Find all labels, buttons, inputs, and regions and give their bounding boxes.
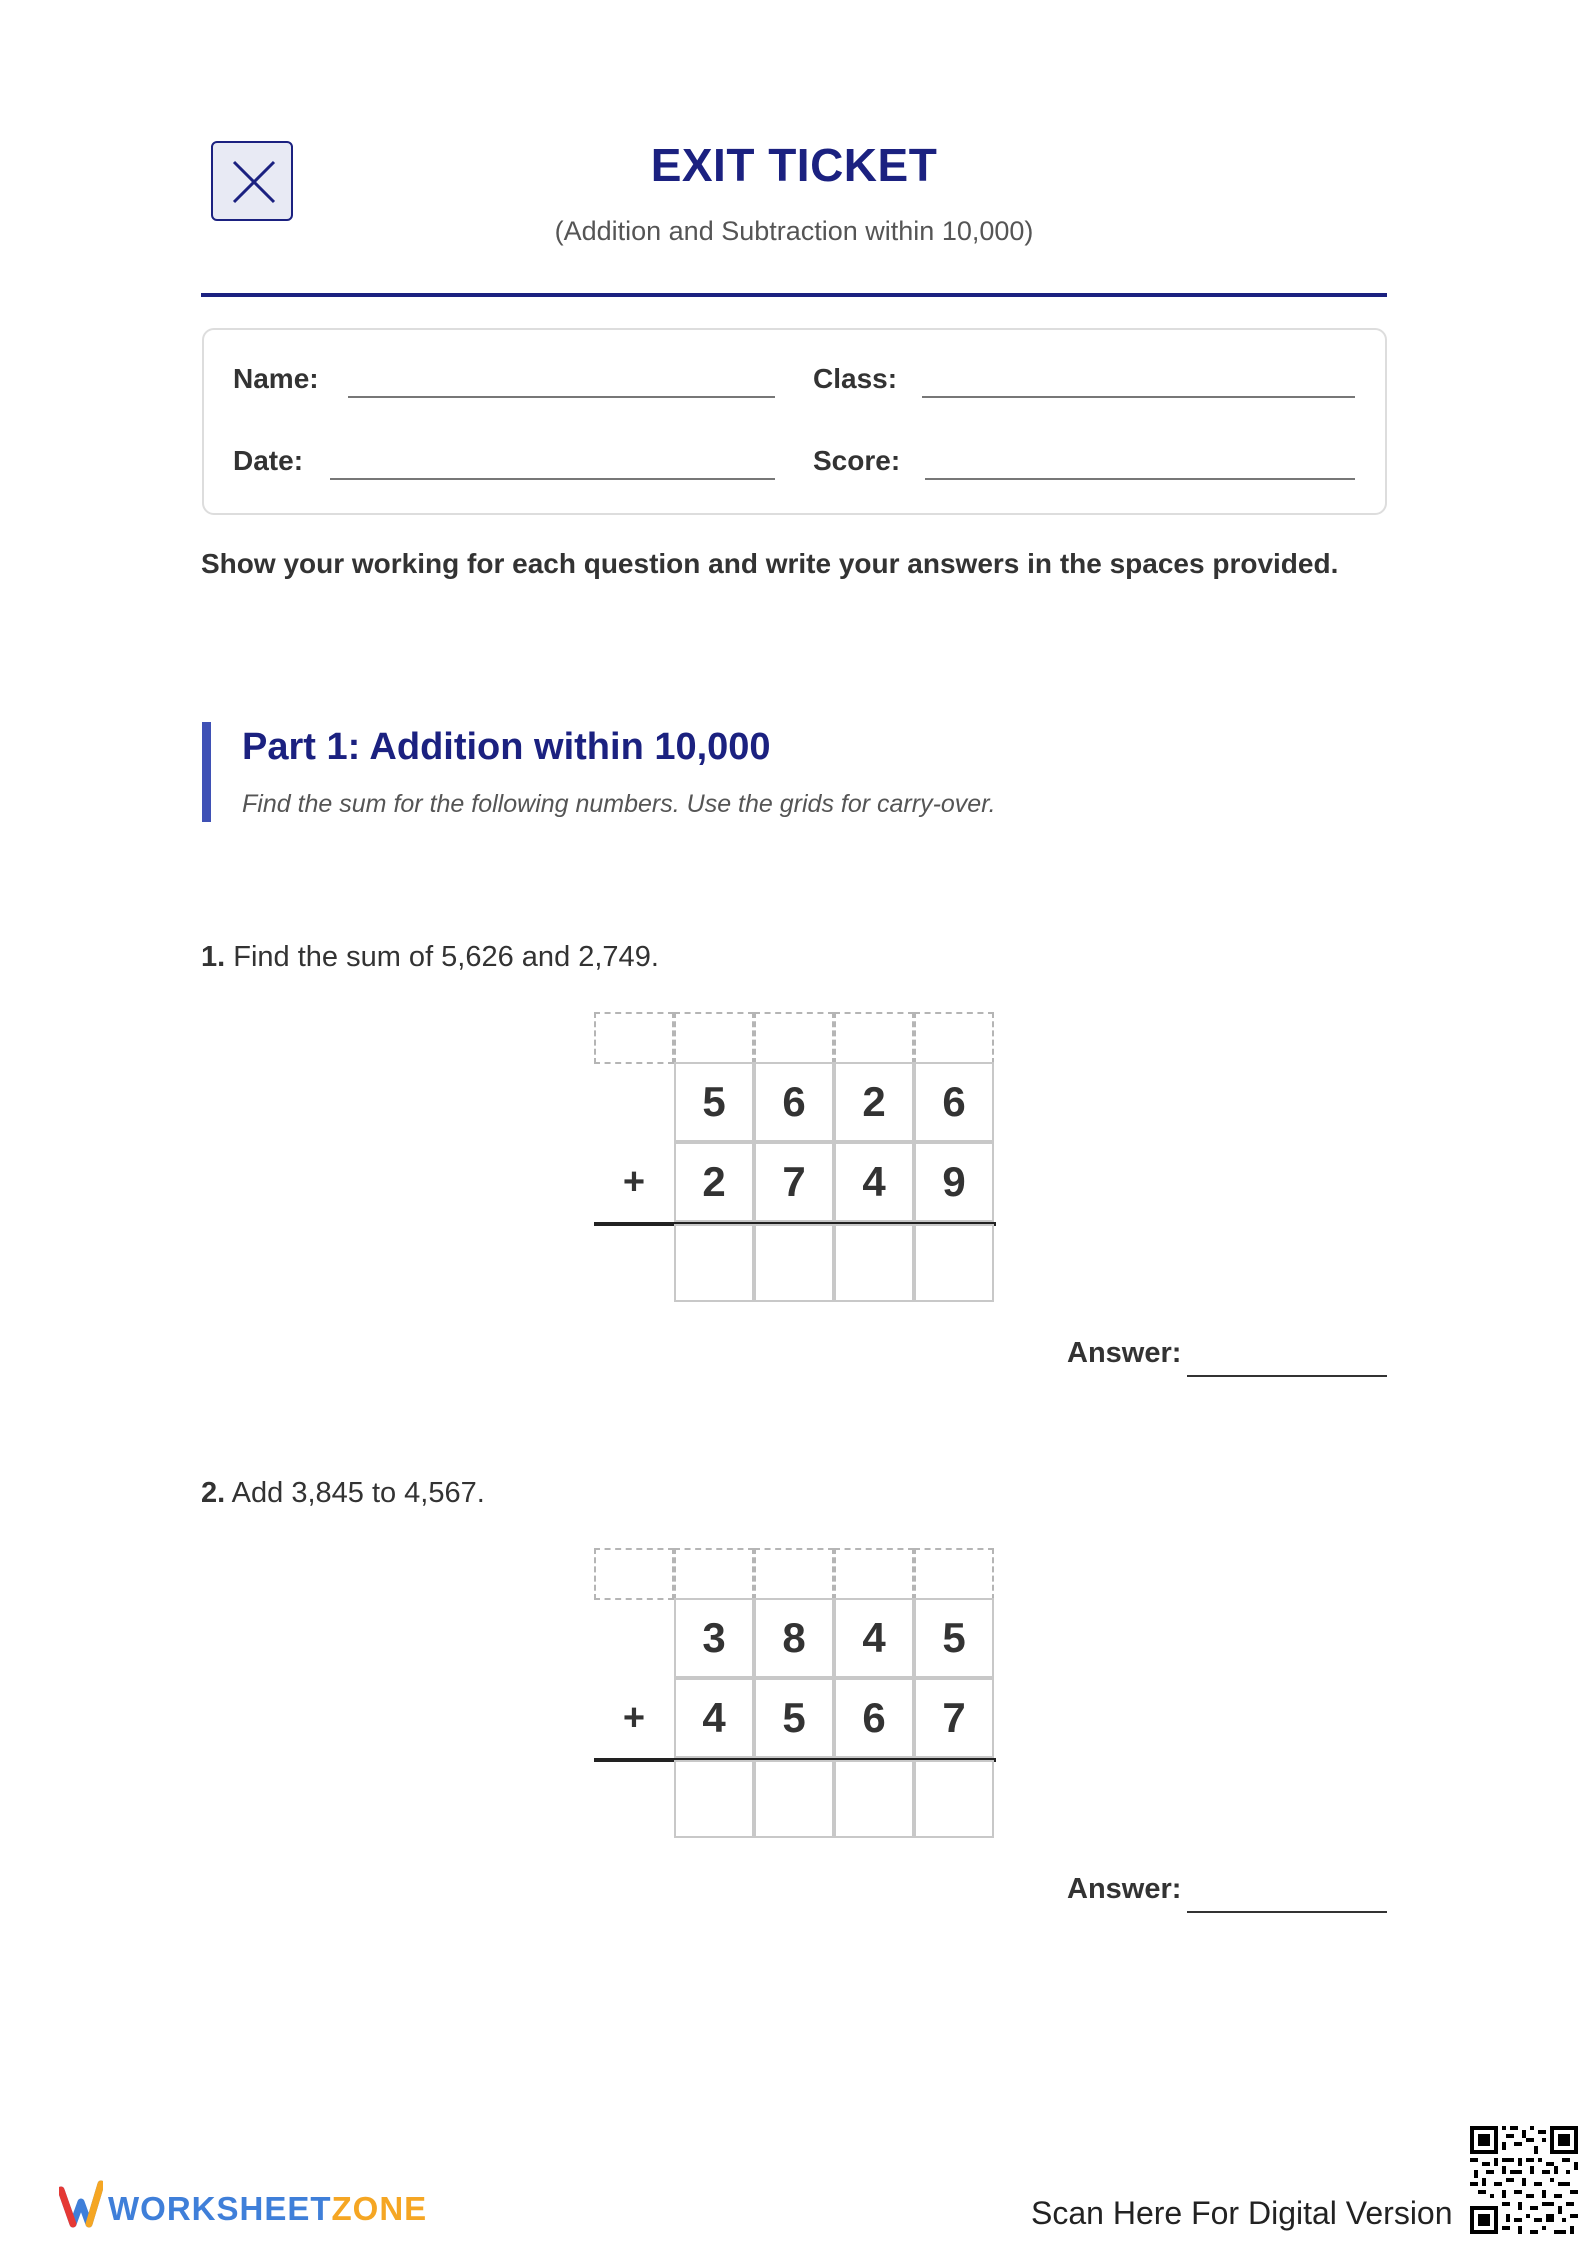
carry-cell[interactable] xyxy=(754,1012,834,1064)
addition-grid-1 xyxy=(594,1012,996,1302)
carry-cell[interactable] xyxy=(914,1548,994,1600)
digit-cell: 3 xyxy=(674,1598,754,1678)
digit-cell: 5 xyxy=(754,1678,834,1758)
class-field[interactable] xyxy=(922,396,1355,398)
brand-name-part2: ZONE xyxy=(331,2190,428,2227)
digit-cell: 2 xyxy=(834,1062,914,1142)
question-text: Find the sum of 5,626 and 2,749. xyxy=(233,941,659,973)
digit-cell: 6 xyxy=(914,1062,994,1142)
answer-label: Answer: xyxy=(1067,1337,1182,1369)
answer-label: Answer: xyxy=(1067,1873,1182,1905)
digit-cell: 6 xyxy=(834,1678,914,1758)
class-label: Class: xyxy=(813,363,898,394)
digit-cell: 5 xyxy=(674,1062,754,1142)
digit-cell: 8 xyxy=(754,1598,834,1678)
answer-cell[interactable] xyxy=(674,1224,754,1302)
answer-field[interactable] xyxy=(1187,1375,1387,1377)
score-field[interactable] xyxy=(925,478,1355,480)
page-title: EXIT TICKET xyxy=(650,139,938,191)
carry-cell[interactable] xyxy=(754,1548,834,1600)
digit-cell: 4 xyxy=(834,1598,914,1678)
digit-cell: 7 xyxy=(914,1678,994,1758)
plus-sign: + xyxy=(622,1696,646,1739)
instructions-text: Show your working for each question and write your answers in the spaces provided. xyxy=(201,548,1339,579)
page-subtitle: (Addition and Subtraction within 10,000) xyxy=(554,216,1034,246)
scan-caption: Scan Here For Digital Version xyxy=(1031,2195,1453,2231)
digit-cell: 2 xyxy=(674,1142,754,1222)
digit-cell: 4 xyxy=(834,1142,914,1222)
digit-cell: 5 xyxy=(914,1598,994,1678)
question-number: 1. xyxy=(201,941,226,973)
question-1 xyxy=(201,941,659,974)
digit-cell: 9 xyxy=(914,1142,994,1222)
answer-cell[interactable] xyxy=(674,1760,754,1838)
carry-cell[interactable] xyxy=(594,1548,674,1600)
question-text: Add 3,845 to 4,567. xyxy=(231,1477,485,1509)
section-title: Part 1: Addition within 10,000 xyxy=(242,726,771,768)
date-label: Date: xyxy=(233,445,304,476)
worksheetzone-logo-icon xyxy=(59,2180,103,2228)
question-number: 2. xyxy=(201,1477,226,1509)
name-field[interactable] xyxy=(348,396,775,398)
title-divider xyxy=(201,293,1387,297)
answer-cell[interactable] xyxy=(914,1224,994,1302)
carry-cell[interactable] xyxy=(594,1012,674,1064)
carry-cell[interactable] xyxy=(674,1548,754,1600)
section-subtitle: Find the sum for the following numbers. Use the grids for carry-over. xyxy=(242,790,996,818)
carry-cell[interactable] xyxy=(834,1012,914,1064)
digit-cell: 7 xyxy=(754,1142,834,1222)
qr-code-icon[interactable] xyxy=(1470,2126,1578,2234)
addition-grid-2 xyxy=(594,1548,996,1838)
brand-logo xyxy=(108,2190,427,2228)
brand-name-part1: WORKSHEET xyxy=(108,2190,332,2227)
digit-cell: 6 xyxy=(754,1062,834,1142)
carry-cell[interactable] xyxy=(674,1012,754,1064)
answer-field[interactable] xyxy=(1187,1911,1387,1913)
score-label: Score: xyxy=(813,445,901,476)
name-label: Name: xyxy=(233,363,319,394)
answer-cell[interactable] xyxy=(754,1760,834,1838)
answer-cell[interactable] xyxy=(834,1224,914,1302)
carry-cell[interactable] xyxy=(834,1548,914,1600)
carry-cell[interactable] xyxy=(914,1012,994,1064)
question-2 xyxy=(201,1477,485,1510)
date-field[interactable] xyxy=(330,478,775,480)
plus-sign: + xyxy=(622,1160,646,1203)
digit-cell: 4 xyxy=(674,1678,754,1758)
answer-cell[interactable] xyxy=(914,1760,994,1838)
answer-cell[interactable] xyxy=(754,1224,834,1302)
section-accent-bar xyxy=(202,722,211,822)
answer-cell[interactable] xyxy=(834,1760,914,1838)
student-info-box xyxy=(202,328,1387,515)
